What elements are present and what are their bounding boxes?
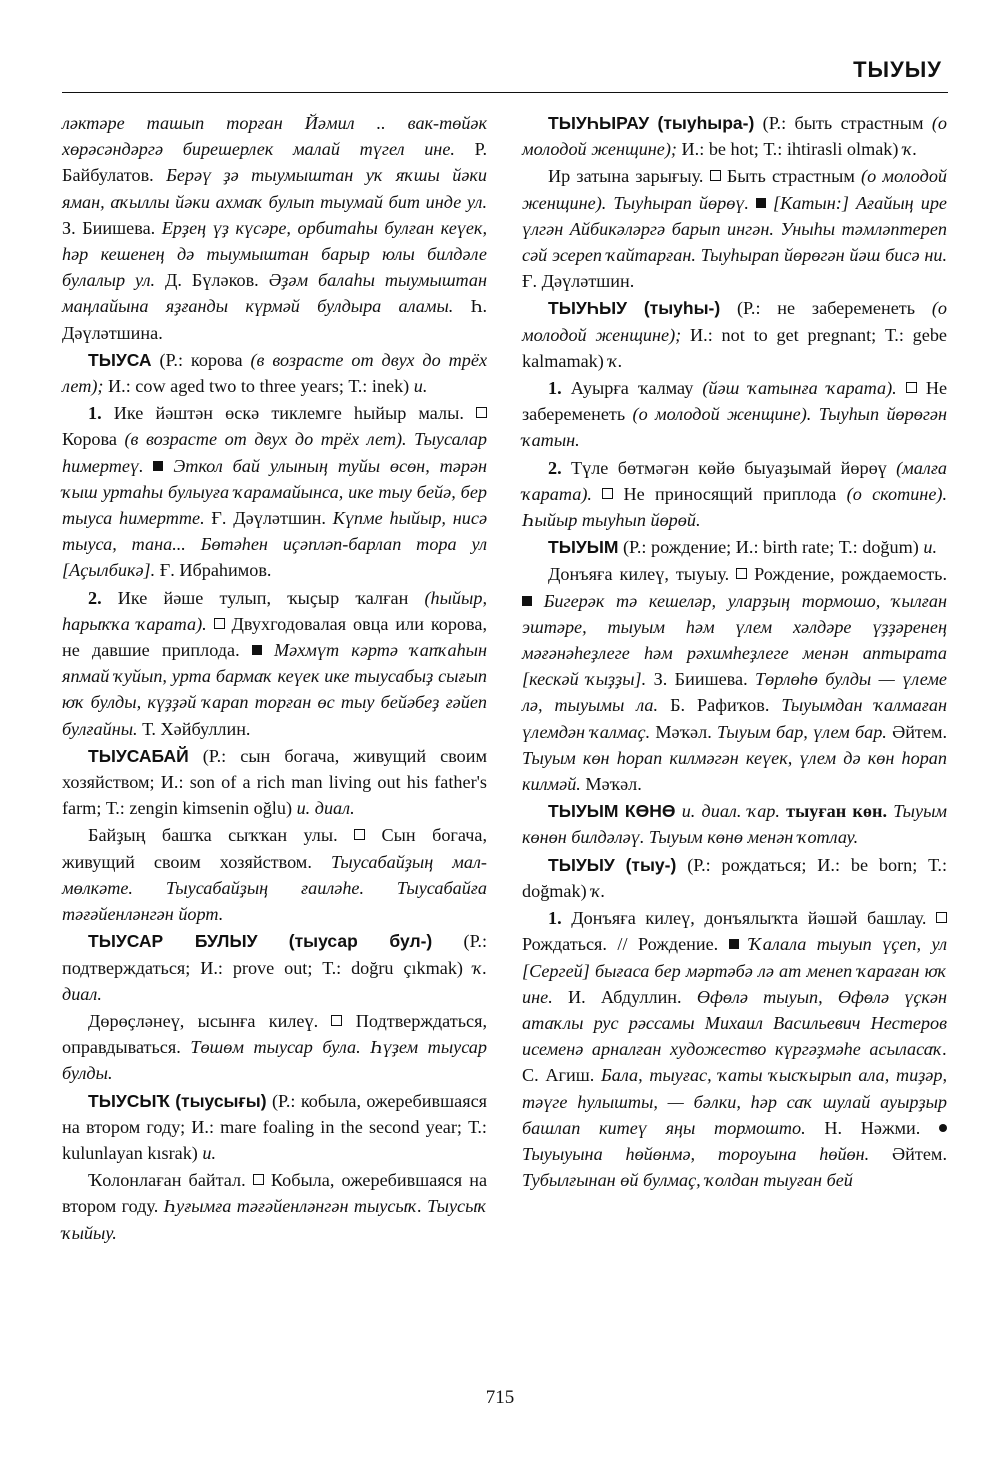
entry-tyusa-head: ТЫУСА (Р.: корова (в возрасте от двух до трёх лет); И.: cow aged two to three years; Т.: inek) и. (62, 349, 488, 397)
translation-box-icon (253, 1174, 264, 1185)
citation-square-icon (522, 596, 532, 606)
headword: ТЫУЫМ КӨНӨ (548, 801, 676, 822)
headword: ТЫУСАБАЙ (88, 745, 189, 766)
headword: ТЫУСЫҠ (88, 1090, 170, 1111)
entry-tyuhyu-sense-1: 1. Ауырға ҡалмау (йәш ҡатынға ҡарата). Не забеременеть (о молодой женщине). Тыуһып йөрөгән ҡатын. (522, 378, 948, 451)
entry-tyuhyu-head: ТЫУҺЫУ (тыуһы-) (Р.: не забеременеть (о молодой женщине); И.: not to get pregnant; Т.: gebe kalmamak) ҡ. (522, 298, 947, 371)
entry-tyusar-bulyu-head: ТЫУСАР БУЛЫУ (тыусар бул-) (Р.: подтверждаться; И.: prove out; Т.: doğru çıkmak) ҡ. диал. (62, 931, 488, 1004)
citation-square-icon (729, 939, 739, 949)
headword: ТЫУЫУ (548, 854, 615, 875)
running-head: ТЫУЫУ (853, 57, 942, 82)
translation-box-icon (906, 382, 917, 393)
translation-box-icon (476, 407, 487, 418)
entry-tyusar-bulyu-sense: Дөрөҫләнеү, ысынға килеү. Подтверждаться, оправдываться. Төшөм тыусар була. Һүҙем тыусар булды. (62, 1010, 487, 1084)
entry-tyusa-sense-2: 2. Ике йәше тулып, ҡыҫыр ҡалған (һыйыр, һарыҡҡа ҡарата). Двухгодовалая овца или корова, не давшие приплода. Мәхмүт кәртә ҡапҡаһын япмай ҡуйып, урта бармаҡ кеүек ике тыусабыҙ сығып юҡ булды, күҙҙәй ҡарап торған өс тыу бейәбеҙ ғәйеп булғайны. Т. Хәйбуллин. (62, 587, 488, 739)
headword: ТЫУҺЫУ (548, 298, 628, 319)
entry-tyusyk-sense: Ҡолонлаған байтал. Кобыла, ожеребившаяся на втором году. Һуғымға тәғәйенләнгән тыусыҡ. Тыусыҡ ҡыйыу. (62, 1170, 488, 1243)
translation-box-icon (331, 1015, 342, 1026)
continued-paragraph: ләктәре ташып торған Йәмил .. вак-төйәк хөрәсәндәргә бирешерлек малай түгел ине. Р. Байбулатов. Берәү ҙә тыумыштан уҡ яҡшы йәки яман, аҡыллы йәки ахмаҡ булып тыумай бит инде ул. З. Биишева. Ерҙең үҙ күсәре, орбитаһы булған кеүек, һәр кешенең дә тыумыштан барыр юлы билдәле булалыр ул. Д. Бүләков. Әҙәм балаһы тыумыштан маңлайына яҙғанды күрмәй булдыра аламы. Һ. Дәүләтшина. (62, 113, 488, 343)
citation-square-icon (153, 461, 163, 471)
translation-box-icon (354, 829, 365, 840)
entry-tyuhyu-sense-2: 2. Түле бөтмәгән көйө быуаҙымай йөрөү (малға ҡарата). Не приносящий приплода (о скотине). Һыйыр тыуһып йөрөй. (522, 457, 948, 531)
page-number: 715 (485, 1387, 515, 1408)
entry-tyuhyrau-sense: Ир затына зарығыу. Быть страстным (о молодой женщине). Тыуһырап йөрөү. [Катын:] Ағайың ире үлгән Айбикәләргә барып ингән. Уныһы тәмләптереп сәй эсереп ҡайтарған. Тыуһырап йөрөгән йәш бисә ни. Ғ. Дәүләтшин. (522, 166, 948, 292)
right-column (522, 110, 947, 1194)
entry-tyuym-kene: ТЫУЫМ КӨНӨ и. диал. ҡар. тыуған көн. Тыуым көнөн билдәләү. Тыуым көнө менән ҡотлау. (522, 801, 947, 848)
translation-box-icon (602, 488, 613, 499)
headword: ТЫУҺЫРАУ (548, 113, 650, 133)
translation-box-icon (936, 912, 947, 923)
entry-tyuyu-head: ТЫУЫУ (тыу-) (Р.: рождаться; И.: be born; Т.: doğmak) ҡ. (522, 854, 948, 901)
entry-tyusabai-head: ТЫУСАБАЙ (Р.: сын богача, живущий своим хозяйством; И.: son of a rich man living out his father's farm; Т.: zengin kimsenin oğlu) и. диал. (62, 745, 488, 819)
citation-square-icon (252, 645, 262, 655)
entry-tyusyk-head: ТЫУСЫҠ (тыусығы) (Р.: кобыла, ожеребившаяся на втором году; И.: mare foaling in the second year; Т.: kulunlayan kısrak) и. (62, 1090, 488, 1163)
entry-tyusabai-sense: Байҙың башҡа сыҡҡан улы. Сын богача, живущий своим хозяйством. Тыусабайҙың мал-мөлкәте. Тыусабайҙың ғаиләһе. Тыусабайға тәғәйенләнгән йорт. (62, 825, 487, 925)
entry-tyuym-head: ТЫУЫМ (Р.: рождение; И.: birth rate; Т.: doğum) и. (548, 537, 938, 558)
entry-tyusa-sense-1: 1. Ике йәштән өскә тиклемге һыйыр малы. Корова (в возрасте от двух до трёх лет). Тыусалар һимертеү. Эткол бай улының туйы өсөн, тәрән ҡыш уртаһы булыуға ҡарамайынса, ике тыу бейә, бер тыуса һимертте. Ғ. Дәүләтшин. Күпме һыйыр, нисә тыуса, тана... Бөтәһен иҫәпләп-барлап тора ул [Аҫылбикә]. Ғ. Ибраһимов. (62, 403, 488, 581)
headword: ТЫУЫМ (548, 537, 619, 558)
proverb-bullet-icon (939, 1124, 947, 1132)
header-rule (62, 92, 948, 93)
left-column (62, 110, 487, 1247)
translation-box-icon (214, 618, 225, 629)
headword: ТЫУСА (88, 349, 152, 370)
entry-tyuym-sense: Донъяға килеү, тыуыу. Рождение, рождаемость. Бигерәк тә кешеләр, уларҙың тормошо, ҡылған эштәре, тыуым һәм үлем хәлдәре үҙҙәренең мәғәнәһеҙлеге һәм рәхимһеҙлеге менән аптырата [кескәй ҡыҙҙы]. З. Биишева. Төрлөһө булды — үлеме лә, тыуымы ла. Б. Рафиҡов. Тыуымдан ҡалмаған үлемдән ҡалмаҫ. Мәҡәл. Тыуым бар, үлем бар. Әйтем. Тыуым көн һорап килмәгән кеүек, үлем дә көн һорап килмәй. Мәҡәл. (522, 564, 948, 795)
translation-box-icon (710, 170, 721, 181)
headword: ТЫУСАР БУЛЫУ (88, 931, 258, 952)
translation-box-icon (736, 568, 747, 579)
entry-tyuhyrau-head: ТЫУҺЫРАУ (тыуһыра-) (Р.: быть страстным (о молодой женщине); И.: be hot; Т.: ihtirasli olmak) ҡ. (522, 113, 947, 160)
entry-tyuyu-sense-1: 1. Донъяға килеү, донъялыҡта йәшәй башлау. Рождаться. // Рождение. Ҡалала тыуып үҫеп, ул [Сергей] бығаса бер мәртәбә лә ат менеп ҡараған юҡ ине. И. Абдуллин. Өфөлә тыуып, Өфөлә үҫкән атаҡлы рус рәссамы Михаил Васильевич Нестеров исеменә арналған художество күргәҙмәһе асыласаҡ. С. Агиш. Бала, тыуғас, ҡаты ҡысҡырып ала, тиҙәр, тәүге һулышты, — бәлки, һәр саҡ шулай ауырҙыр башлап китеү яңы тормошто. Н. Нәжми. Тыуыуына һөйөнмә, тороуына һөйөн. Әйтем. Тубылғынан өй булмаҫ, ҡолдан тыуған бей (522, 908, 948, 1191)
citation-square-icon (756, 198, 766, 208)
